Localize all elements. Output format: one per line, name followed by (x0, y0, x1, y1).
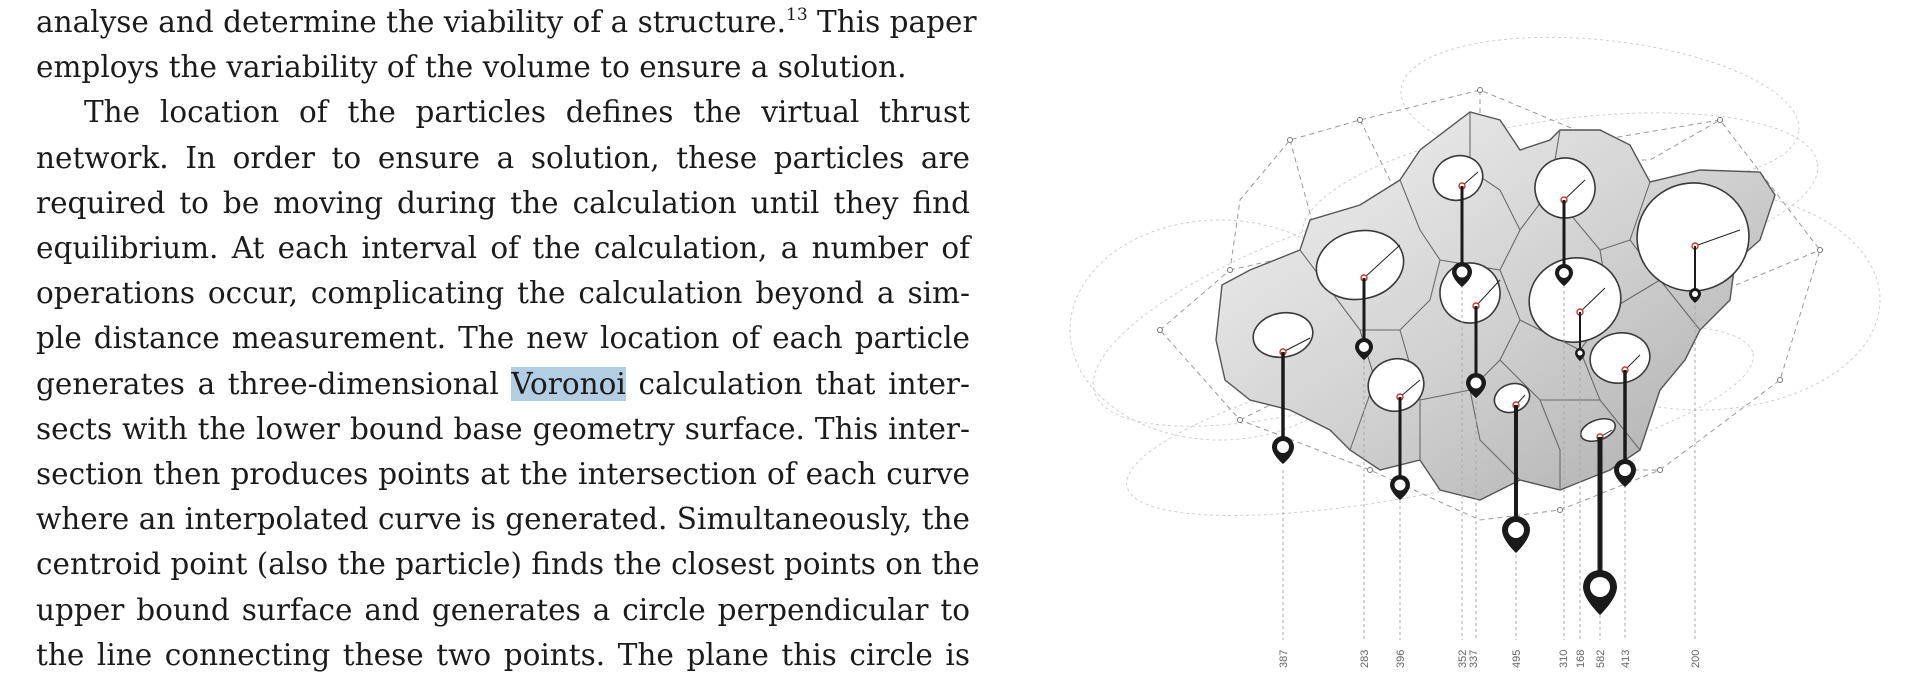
text-line-9-start: generates a three-dimensional (36, 366, 512, 401)
text-line-3: The location of the particles defines the virtual thrust (84, 95, 970, 130)
pin-label-582: 582 (1595, 649, 1607, 668)
pin-label-168: 168 (1575, 649, 1587, 668)
pin-label-352: 352 (1457, 649, 1469, 668)
pin-label-337: 337 (1468, 649, 1480, 668)
text-line-5: required to be moving during the calculation until they find (36, 185, 970, 220)
text-line-9 (36, 362, 970, 407)
pin-label-283: 283 (1359, 649, 1371, 668)
text-line-1 (36, 0, 977, 45)
pin-label-310: 310 (1558, 649, 1570, 668)
pin-label-495: 495 (1511, 649, 1523, 668)
body-text-column (36, 0, 980, 678)
selected-word-voronoi[interactable]: Voronoi (511, 366, 626, 401)
text-line-8: ple distance measurement. The new location of each particle (36, 321, 970, 356)
text-line-7: operations occur, complicating the calculation beyond a sim- (36, 276, 970, 311)
text-line-1-tail: This paper (807, 5, 977, 39)
footnote-reference-13[interactable]: 13 (786, 5, 808, 25)
text-line-13: centroid point (also the particle) finds the closest points on the (36, 547, 980, 582)
pin-label-200: 200 (1690, 649, 1702, 668)
text-line-6: equilibrium. At each interval of the calculation, a number of (36, 231, 970, 266)
pin-label-413: 413 (1620, 649, 1632, 668)
thrust-value-labels (1278, 650, 1702, 668)
text-line-1-main: analyse and determine the viability of a structure. (36, 5, 786, 39)
pin-label-396: 396 (1395, 649, 1407, 668)
voronoi-shell-figure (1050, 0, 1920, 696)
text-line-9-end: calculation that inter- (625, 366, 970, 401)
text-line-4: network. In order to ensure a solution, these particles are (36, 140, 970, 175)
text-line-12: where an interpolated curve is generated. Simultaneously, the (36, 502, 970, 537)
text-line-11: section then produces points at the intersection of each curve (36, 457, 970, 492)
text-line-2: employs the variability of the volume to ensure a solution. (36, 50, 907, 85)
pin-label-387: 387 (1278, 649, 1290, 668)
text-line-10: sects with the lower bound base geometry surface. This inter- (36, 411, 970, 446)
text-line-14: upper bound surface and generates a circle perpendicular to (36, 592, 970, 627)
voronoi-shell-illustration (1050, 0, 1920, 696)
text-line-15: the line connecting these two points. The plane this circle is (36, 637, 970, 672)
